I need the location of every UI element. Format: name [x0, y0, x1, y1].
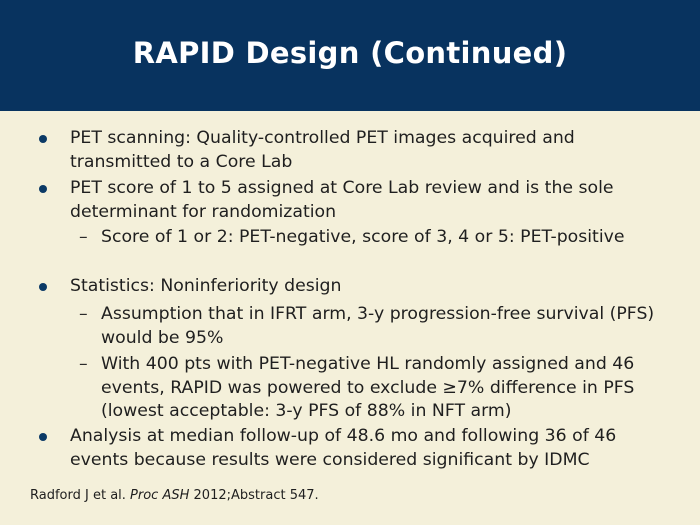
subbullet-text: Assumption that in IFRT arm, 3-y progression-free survival (PFS) would be 95% — [101, 304, 655, 348]
subbullet-score-definition — [79, 226, 661, 250]
bullet-statistics — [70, 275, 670, 299]
citation-journal: Proc ASH — [130, 488, 190, 503]
subbullet-text: Score of 1 or 2: PET-negative, score of 3, 4 or 5: PET-positive — [101, 227, 625, 247]
dash-icon: – — [79, 227, 88, 247]
bullet-dot-icon — [39, 433, 47, 441]
bullet-text: PET scanning: Quality-controlled PET images acquired and transmitted to a Core Lab — [70, 128, 575, 172]
bullet-dot-icon — [39, 135, 47, 143]
bullet-analysis — [70, 425, 670, 472]
citation-authors: Radford J et al. — [30, 488, 126, 503]
dash-icon: – — [79, 304, 88, 324]
bullet-text: Analysis at median follow-up of 48.6 mo and following 36 of 46 events because results were considered significant by IDMC — [70, 426, 617, 470]
slide-header — [0, 0, 700, 111]
subbullet-assumption — [79, 303, 661, 350]
bullet-pet-score — [70, 177, 670, 224]
subbullet-power — [79, 353, 661, 424]
citation-details: 2012;Abstract 547. — [193, 488, 319, 503]
bullet-dot-icon — [39, 283, 47, 291]
bullet-text: Statistics: Noninferiority design — [70, 276, 342, 296]
citation — [30, 488, 319, 503]
dash-icon: – — [79, 354, 88, 374]
subbullet-text: With 400 pts with PET-negative HL randomly assigned and 46 events, RAPID was powered to exclude ≥7% difference in PFS (lowest acceptable: 3-y PFS of 88% in NFT arm) — [101, 354, 635, 421]
bullet-pet-scanning — [70, 127, 670, 174]
bullet-text: PET score of 1 to 5 assigned at Core Lab review and is the sole determinant for randomization — [70, 178, 614, 222]
bullet-dot-icon — [39, 185, 47, 193]
slide-title: RAPID Design (Continued) — [132, 35, 568, 70]
